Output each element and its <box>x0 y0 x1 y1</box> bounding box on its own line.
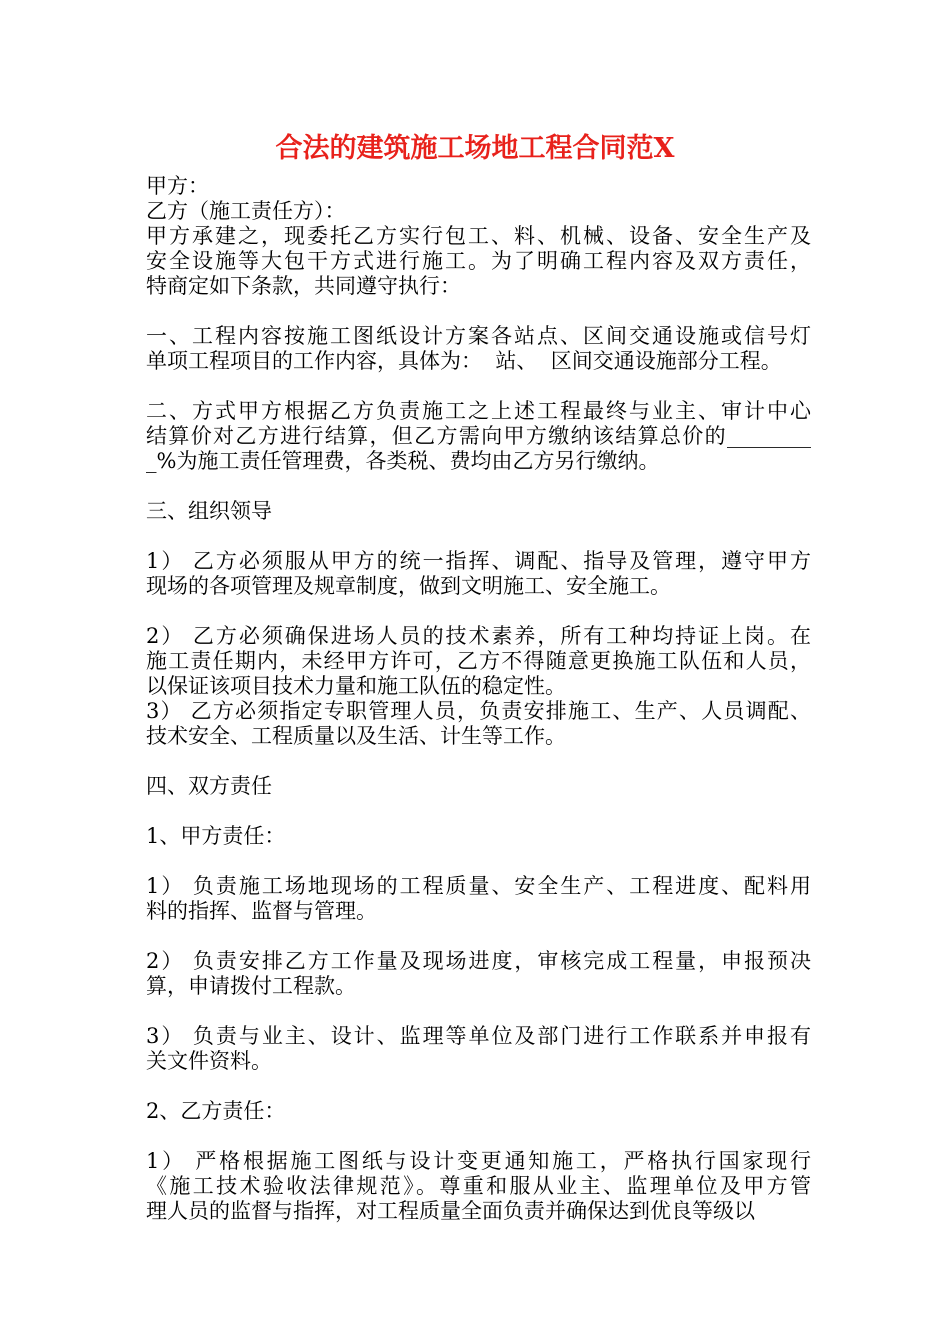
blank-line <box>146 299 811 324</box>
text-line: 2） 负责安排乙方工作量及现场进度，审核完成工程量，申报预决 <box>146 949 811 973</box>
text-line: 料的指挥、监督与管理。 <box>146 899 377 923</box>
text-line: 1） 乙方必须服从甲方的统一指挥、调配、指导及管理，遵守甲方 <box>146 549 811 573</box>
text-line: 一、工程内容按施工图纸设计方案各站点、区间交通设施或信号灯 <box>146 324 811 348</box>
text-line: 2、乙方责任： <box>146 1099 286 1123</box>
text-line: 《施工技术验收法律规范》。尊重和服从业主、监理单位及甲方管 <box>146 1174 811 1198</box>
blank-line <box>146 599 811 624</box>
text-line: 结算价对乙方进行结算，但乙方需向甲方缴纳该结算总价的________ <box>146 424 811 448</box>
blank-line <box>146 374 811 399</box>
text-line: 理人员的监督与指挥，对工程质量全面负责并确保达到优良等级以 <box>146 1199 755 1223</box>
text-line: 甲方： <box>146 174 209 198</box>
text-line: 1） 严格根据施工图纸与设计变更通知施工，严格执行国家现行 <box>146 1149 811 1173</box>
document-body <box>146 174 811 1224</box>
text-line: _%为施工责任管理费，各类税、费均由乙方另行缴纳。 <box>146 449 660 473</box>
text-line: 四、双方责任 <box>146 774 272 798</box>
text-line: 算，申请拨付工程款。 <box>146 974 356 998</box>
blank-line <box>146 999 811 1024</box>
blank-line <box>146 474 811 499</box>
blank-line <box>146 924 811 949</box>
text-line: 单项工程项目的工作内容，具体为： 站、 区间交通设施部分工程。 <box>146 349 782 373</box>
text-line: 现场的各项管理及规章制度，做到文明施工、安全施工。 <box>146 574 671 598</box>
text-line: 2） 乙方必须确保进场人员的技术素养，所有工种均持证上岗。在 <box>146 624 811 648</box>
blank-line <box>146 799 811 824</box>
text-line: 3） 乙方必须指定专职管理人员，负责安排施工、生产、人员调配、 <box>146 699 811 723</box>
document-title: 合法的建筑施工场地工程合同范X <box>275 133 675 164</box>
text-line: 甲方承建之，现委托乙方实行包工、料、机械、设备、安全生产及 <box>146 224 811 248</box>
text-line: 关文件资料。 <box>146 1049 272 1073</box>
text-line: 二、方式甲方根据乙方负责施工之上述工程最终与业主、审计中心 <box>146 399 811 423</box>
text-line: 技术安全、工程质量以及生活、计生等工作。 <box>146 724 566 748</box>
text-line: 1） 负责施工场地现场的工程质量、安全生产、工程进度、配料用 <box>146 874 811 898</box>
text-line: 3） 负责与业主、设计、监理等单位及部门进行工作联系并申报有 <box>146 1024 811 1048</box>
blank-line <box>146 849 811 874</box>
text-line: 三、组织领导 <box>146 499 272 523</box>
text-line: 特商定如下条款，共同遵守执行： <box>146 274 461 298</box>
text-line: 施工责任期内，未经甲方许可，乙方不得随意更换施工队伍和人员， <box>146 649 811 673</box>
blank-line <box>146 1124 811 1149</box>
text-line: 1、甲方责任： <box>146 824 286 848</box>
text-line: 安全设施等大包干方式进行施工。为了明确工程内容及双方责任， <box>146 249 811 273</box>
blank-line <box>146 749 811 774</box>
blank-line <box>146 524 811 549</box>
text-line: 以保证该项目技术力量和施工队伍的稳定性。 <box>146 674 566 698</box>
blank-line <box>146 1074 811 1099</box>
text-line: 乙方（施工责任方）： <box>146 199 346 223</box>
